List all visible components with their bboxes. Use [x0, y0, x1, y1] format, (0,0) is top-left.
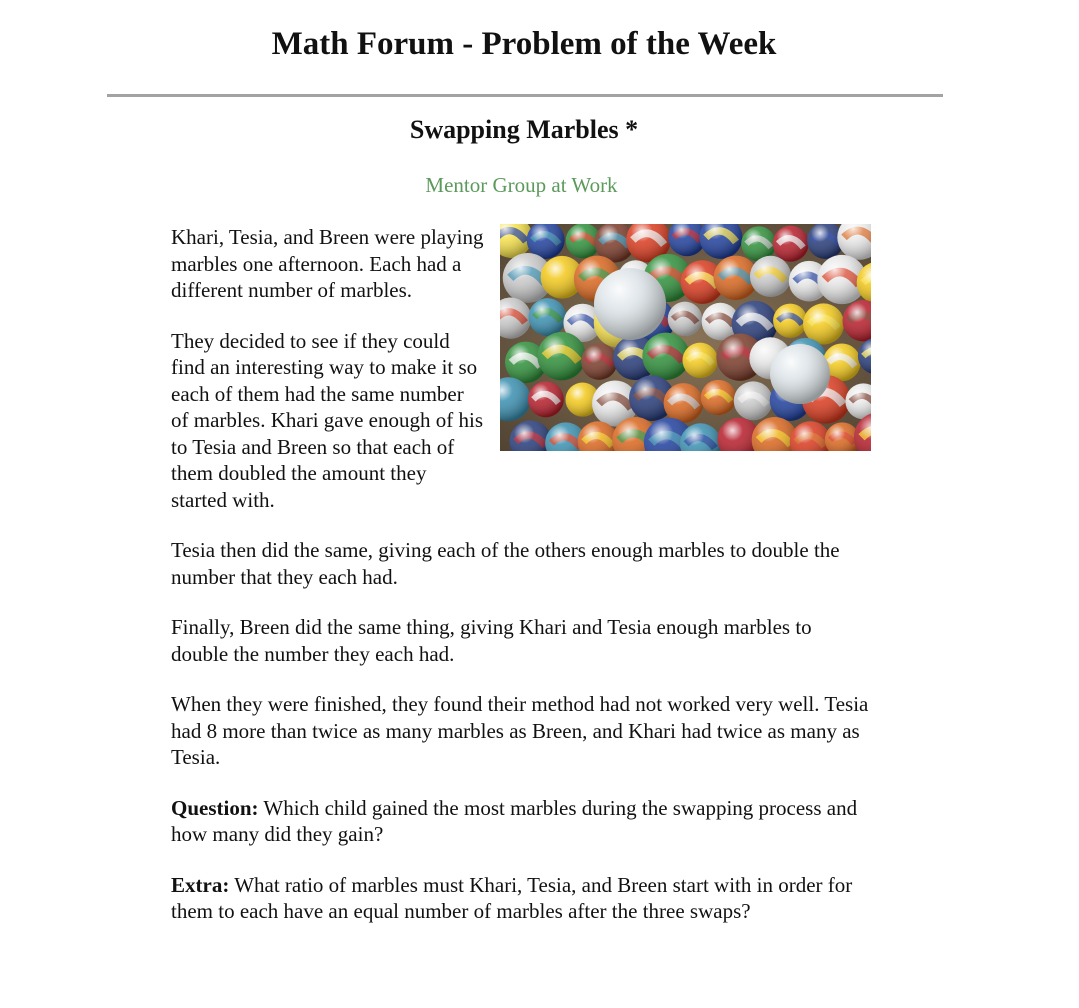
- extra-paragraph: [171, 872, 871, 925]
- marble-highlight: [773, 304, 807, 338]
- extra-label: Extra:: [171, 872, 230, 897]
- marble-highlight: [668, 302, 702, 336]
- extra-text: What ratio of marbles must Khari, Tesia, and Breen start with in order for them to each have an equal number of marbles after the three swaps?: [171, 872, 853, 923]
- paragraph-3: Tesia then did the same, giving each of the others enough marbles to double the number that they each had.: [171, 538, 840, 589]
- question-text: Which child gained the most marbles during the swapping process and how many did they gain?: [171, 795, 858, 846]
- marble-highlight: [594, 268, 666, 340]
- horizontal-rule: [107, 94, 943, 97]
- question-paragraph: [171, 795, 871, 848]
- page-title: Math Forum - Problem of the Week: [271, 26, 777, 62]
- marble-highlight: [734, 381, 773, 420]
- marble-highlight: [773, 226, 809, 262]
- problem-title: Swapping Marbles *: [409, 115, 639, 144]
- marble-highlight: [528, 381, 564, 417]
- marble-highlight: [750, 256, 791, 297]
- question-label: Question:: [171, 795, 259, 820]
- paragraph-5: When they were finished, they found their method had not worked very well. Tesia had 8 more than twice as many marbles as Breen, and Khari had twice as many as Tesia.: [171, 692, 869, 769]
- marble-highlight: [642, 333, 689, 380]
- paragraph-1: Khari, Tesia, and Breen were playing marbles one afternoon. Each had a different number of marbles.: [171, 225, 484, 302]
- marble-highlight: [701, 380, 736, 415]
- marble-highlight: [682, 343, 717, 378]
- paragraph-4: Finally, Breen did the same thing, giving Khari and Tesia enough marbles to double the number they each had.: [171, 615, 812, 666]
- marble-highlight: [581, 343, 617, 379]
- problem-body: [171, 224, 871, 949]
- marble-highlight: [770, 344, 830, 404]
- paragraph-2: They decided to see if they could find an interesting way to make it so each of them had the same number of marbles. Khari gave enough of his to Tesia and Breen so that each of them doubled the amount they started with.: [171, 328, 483, 512]
- problem-subtitle: Mentor Group at Work: [425, 173, 618, 197]
- marble-highlight: [537, 332, 585, 380]
- marble-highlight: [529, 298, 567, 336]
- marbles-photo: [500, 224, 871, 451]
- marble-highlight: [664, 383, 704, 423]
